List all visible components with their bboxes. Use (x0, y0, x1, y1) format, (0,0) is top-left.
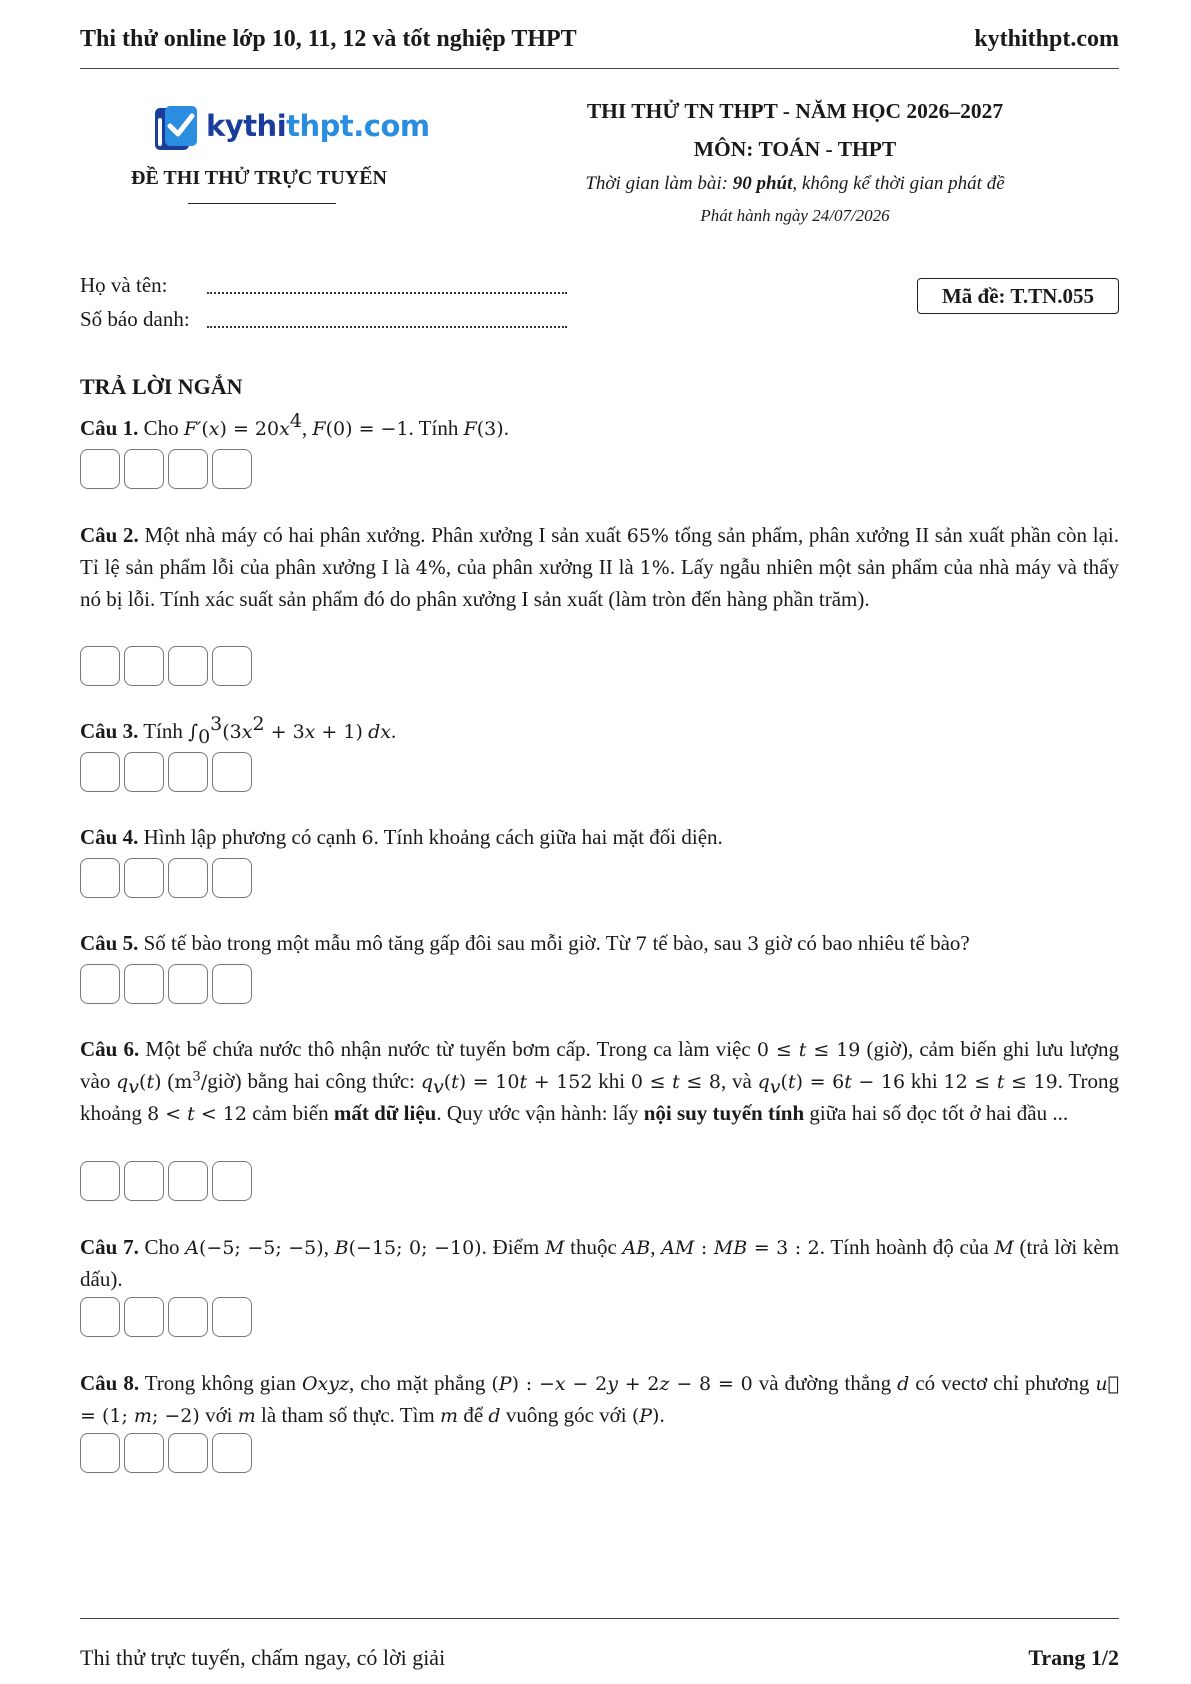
exam-duration-prefix: Thời gian làm bài: (585, 173, 733, 194)
answer-boxes-1 (80, 449, 252, 489)
answer-box[interactable] (80, 964, 120, 1004)
answer-box[interactable] (168, 449, 208, 489)
page-header (80, 22, 1119, 56)
header-site-link[interactable]: kythithpt.com (974, 25, 1119, 52)
answer-box[interactable] (80, 1433, 120, 1473)
id-field-row (80, 298, 567, 332)
kythithpt-logo-icon (152, 104, 202, 154)
brand-subtitle-underline (188, 203, 336, 204)
answer-boxes-7 (80, 1297, 252, 1337)
answer-box[interactable] (80, 858, 120, 898)
answer-boxes-2 (80, 646, 252, 686)
answer-box[interactable] (212, 964, 252, 1004)
answer-box[interactable] (212, 449, 252, 489)
brand-wordmark-part2: thpt.com (286, 109, 430, 143)
answer-box[interactable] (212, 752, 252, 792)
answer-box[interactable] (212, 646, 252, 686)
question-number: Câu 6. (80, 1037, 140, 1061)
answer-box[interactable] (212, 1297, 252, 1337)
question-number: Câu 3. (80, 719, 139, 743)
question-2: Câu 2. Một nhà máy có hai phân xưởng. Phân xưởng I sản xuất 65% tổng sản phẩm, phân xưởng II sản xuất phần còn lại. Tỉ lệ sản phẩm lỗi của phân xưởng I là 4%, của phân xưởng II là 1%. Lấy ngẫu nhiên một sản phẩm của nhà máy và thấy nó bị lỗi. Tính xác suất sản phẩm đó do phân xưởng I sản xuất (làm tròn đến hàng phần trăm). (80, 523, 1120, 611)
answer-box[interactable] (168, 646, 208, 686)
question-number: Câu 1. (80, 416, 139, 440)
question-4: Câu 4. Hình lập phương có cạnh 6. Tính khoảng cách giữa hai mặt đối diện. (80, 825, 723, 849)
answer-box[interactable] (124, 1297, 164, 1337)
candidate-fields (80, 264, 567, 332)
answer-box[interactable] (124, 1433, 164, 1473)
answer-box[interactable] (168, 1433, 208, 1473)
page-number: Trang 1/2 (1028, 1645, 1119, 1670)
name-label: Họ và tên: (80, 273, 168, 297)
name-field[interactable] (207, 274, 567, 294)
answer-boxes-3 (80, 752, 252, 792)
answer-box[interactable] (124, 752, 164, 792)
question-number: Câu 4. (80, 825, 139, 849)
answer-box[interactable] (80, 1297, 120, 1337)
answer-boxes-5 (80, 964, 252, 1004)
question-number: Câu 2. (80, 523, 139, 547)
question-3: Câu 3. Tính $\int_0^3(3x^2 + 3x + 1)$ dx. (80, 713, 397, 749)
exam-page (80, 0, 1119, 1684)
question-number: Câu 8. (80, 1371, 140, 1395)
exam-subject: MÔN: TOÁN - THPT (693, 137, 897, 161)
answer-box[interactable] (168, 1161, 208, 1201)
id-field[interactable] (207, 308, 567, 328)
answer-boxes-6 (80, 1161, 252, 1201)
answer-box[interactable] (80, 449, 120, 489)
question-1: Câu 1. Cho $F'(x) = 20x^4$, F(0) = −1. Tính F(3). (80, 410, 509, 440)
answer-box[interactable] (124, 858, 164, 898)
brand-subtitle: ĐỀ THI THỬ TRỰC TUYẾN (131, 167, 387, 189)
question-8: Câu 8. Trong không gian Oxyz, cho mặt phẳng (P) : −x − 2y + 2z − 8 = 0 và đường thẳng d có vectơ chỉ phương u⃗ = (1; m; −2) với m là tham số thực. Tìm m để d vuông góc với (P). (80, 1371, 1120, 1427)
brand-wordmark-part1: kythi (206, 109, 287, 143)
exam-release-date: Phát hành ngày 24/07/2026 (700, 206, 890, 225)
answer-box[interactable] (168, 858, 208, 898)
answer-box[interactable] (80, 1161, 120, 1201)
header-left-text: Thi thử online lớp 10, 11, 12 và tốt nghiệp THPT (80, 25, 577, 52)
question-6: Câu 6. Một bể chứa nước thô nhận nước từ tuyến bơm cấp. Trong ca làm việc 0 ≤ t ≤ 19 (giờ), cảm biến ghi lưu lượng vào $q_v(t)$ $(m^3/giờ)$ bằng hai công thức: $q_v(t) = 10t + 152$ khi 0 ≤ t ≤ 8, và $q_v(t) = 6t - 16$ khi 12 ≤ t ≤ 19. Trong khoảng 8 < t < 12 cảm biến mất dữ liệu. Quy ước vận hành: lấy nội suy tuyến tính giữa hai số đọc tốt ở hai đầu ... (80, 1037, 1120, 1125)
exam-code-badge: Mã đề: T.TN.055 (917, 278, 1119, 314)
answer-boxes-4 (80, 858, 252, 898)
answer-box[interactable] (124, 646, 164, 686)
question-number: Câu 5. (80, 931, 139, 955)
answer-box[interactable] (212, 1161, 252, 1201)
answer-box[interactable] (124, 1161, 164, 1201)
page-footer (80, 1645, 1119, 1671)
question-number: Câu 7. (80, 1235, 139, 1259)
exam-duration-suffix: , không kể thời gian phát đề (792, 173, 1005, 194)
header-divider (80, 68, 1119, 69)
name-field-row (80, 264, 567, 298)
exam-heading (535, 96, 1055, 230)
answer-box[interactable] (168, 964, 208, 1004)
exam-duration-value: 90 phút (732, 173, 793, 194)
answer-boxes-8 (80, 1433, 252, 1473)
answer-box[interactable] (168, 752, 208, 792)
footer-divider (80, 1618, 1119, 1619)
answer-box[interactable] (124, 449, 164, 489)
exam-title: THI THỬ TN THPT - NĂM HỌC 2026–2027 (586, 99, 1004, 123)
answer-box[interactable] (168, 1297, 208, 1337)
footer-tagline: Thi thử trực tuyến, chấm ngay, có lời giải (80, 1645, 446, 1670)
answer-box[interactable] (80, 752, 120, 792)
section-title: TRẢ LỜI NGẮN (80, 374, 243, 399)
question-5: Câu 5. Số tế bào trong một mẫu mô tăng gấp đôi sau mỗi giờ. Từ 7 tế bào, sau 3 giờ có bao nhiêu tế bào? (80, 931, 970, 955)
question-7: Câu 7. Cho A(−5; −5; −5), B(−15; 0; −10). Điểm M thuộc AB, AM : MB = 3 : 2. Tính hoành độ của M (trả lời kèm dấu). (80, 1235, 1120, 1291)
brand-wordmark (206, 106, 430, 146)
brand-logo (152, 100, 430, 156)
answer-box[interactable] (212, 858, 252, 898)
exam-duration (535, 168, 1055, 200)
answer-box[interactable] (124, 964, 164, 1004)
answer-box[interactable] (212, 1433, 252, 1473)
answer-box[interactable] (80, 646, 120, 686)
id-label: Số báo danh: (80, 307, 190, 331)
